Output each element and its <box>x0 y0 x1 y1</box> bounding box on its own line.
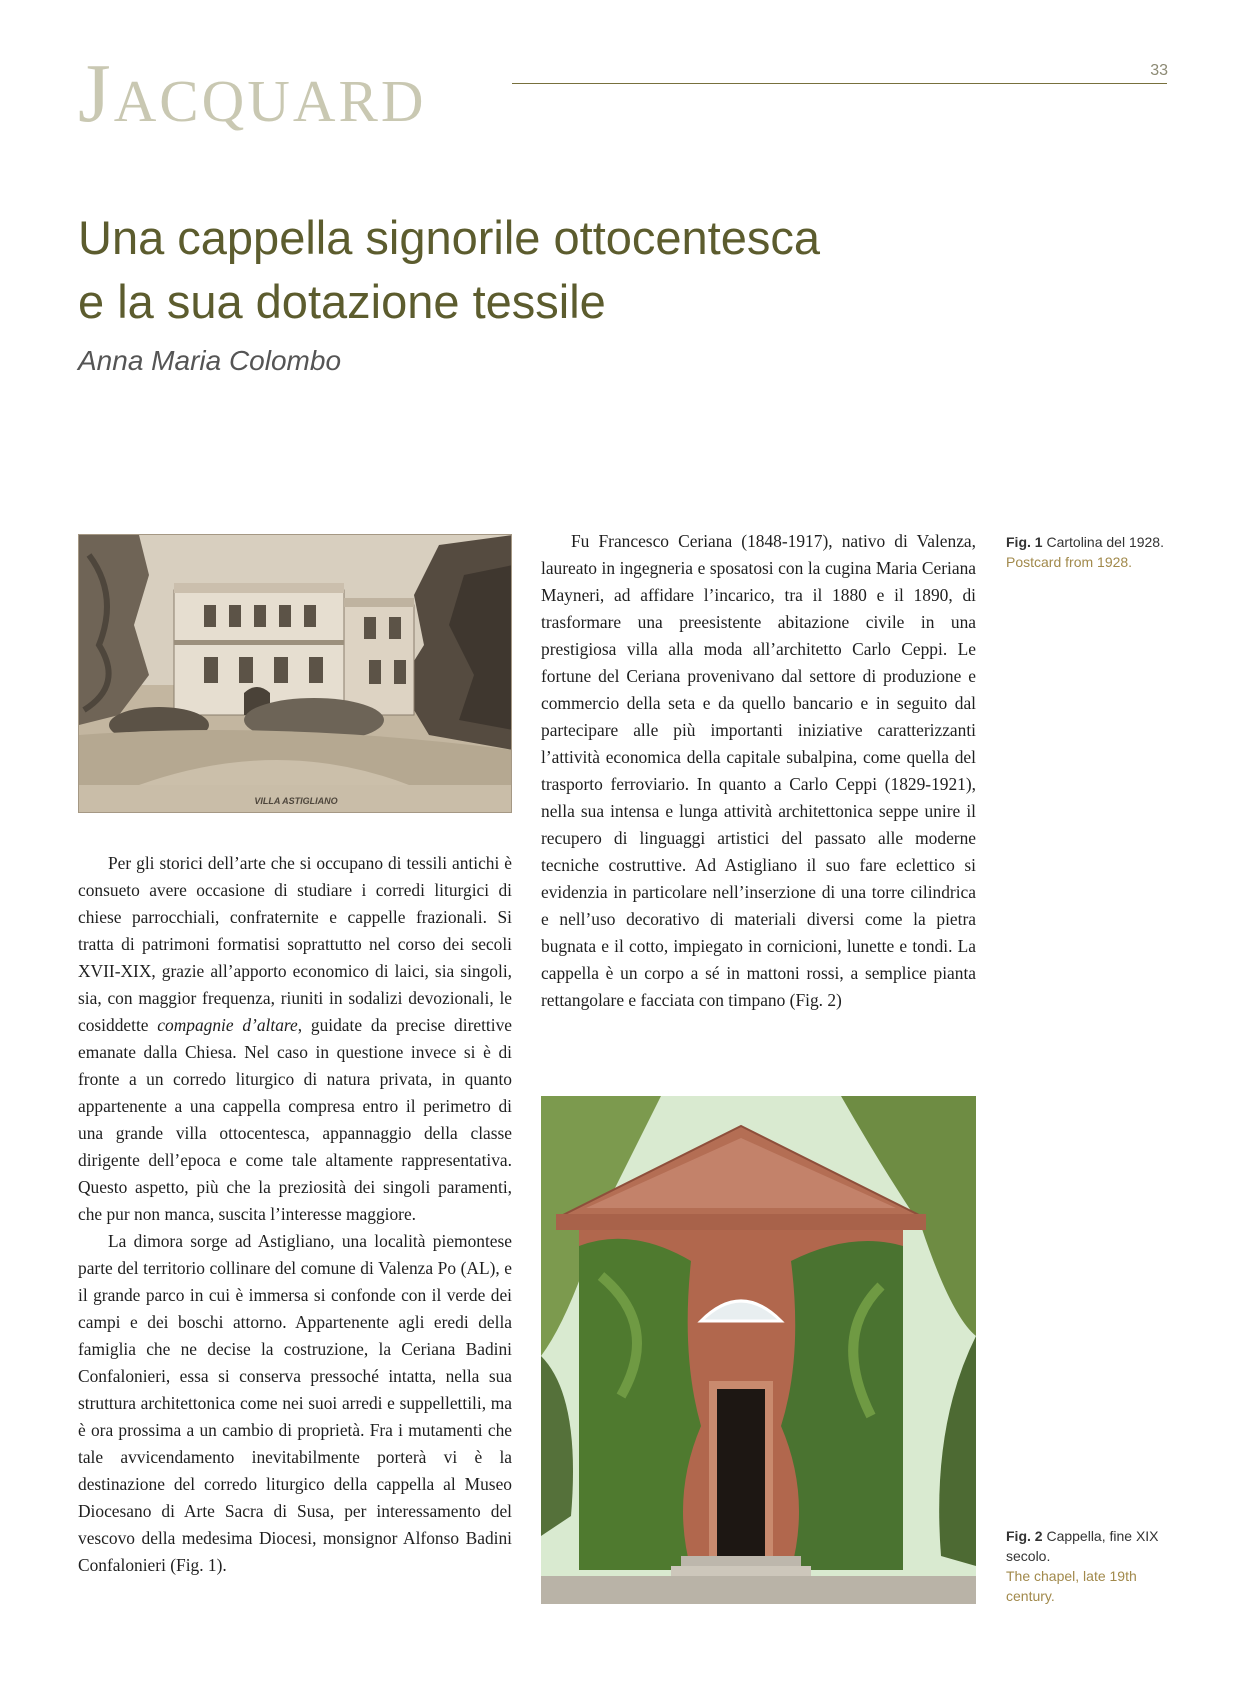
author-name: Anna Maria Colombo <box>78 345 342 376</box>
caption-fig-2 <box>1006 1526 1176 1606</box>
body-column-left <box>78 850 512 1579</box>
chapel-photo-illustration <box>541 1096 976 1604</box>
caption-fig-2-label: Fig. 2 <box>1006 1528 1043 1544</box>
figure-1-postcard <box>78 534 512 813</box>
caption-fig-1 <box>1006 532 1176 572</box>
postcard-label: VILLA ASTIGLIANO <box>254 796 338 806</box>
masthead-title: Jacquard <box>78 47 427 140</box>
paragraph-2: La dimora sorge ad Astigliano, una località piemontese parte del territorio collinare del comune di Valenza Po (AL), e il grande parco in cui è immersa si confonde con il verde dei campi e dei boschi attorno. Appartenente agli eredi della famiglia che ne decise la costruzione, la Ceriana Badini Confalonieri, essa si conserva pressoché intatta, nella sua struttura architettonica come nei suoi arredi e suppellettili, ma è ora prossima a un cambio di proprietà. Fra i mutamenti che tale avvicendamento inevitabilmente porterà vi è la destinazione del corredo liturgico della cappella al Museo Diocesano di Arte Sacra di Susa, per interessamento del vescovo della medesima Diocesi, monsignor Alfonso Badini Confalonieri (Fig. 1). <box>78 1231 512 1575</box>
title-line-2: e la sua dotazione tessile <box>78 275 606 328</box>
paragraph-1-part-a: Per gli storici dell’arte che si occupano di tessili antichi è consueto avere occasione di studiare i corredi liturgici di chiese parrocchiali, confraternite e cappelle frazionali. Si tratta di patrimoni formatisi soprattutto nel corso dei secoli XVII-XIX, grazie all’apporto economico di laici, sia singoli, sia, con maggior frequenza, riuniti in sodalizi devozionali, le cosiddette <box>78 853 512 1035</box>
body-column-right <box>541 528 976 1014</box>
caption-fig-1-label: Fig. 1 <box>1006 534 1043 550</box>
caption-fig-2-english: The chapel, late 19th century. <box>1006 1568 1137 1604</box>
title-line-1: Una cappella signorile ottocentesca <box>78 211 821 264</box>
paragraph-1-part-b: , guidate da precise direttive emanate dalla Chiesa. Nel caso in questione invece si è di fronte a un corredo liturgico di natura privata, in quanto appartenente a una cappella compresa entro il perimetro di una grande villa ottocentesca, appannaggio della classe dirigente dell’epoca e come tale altamente rappresentativa. Questo aspetto, più che la preziosità dei singoli paramenti, che pur non manca, suscita l’interesse maggiore. <box>78 1015 512 1224</box>
villa-postcard-illustration <box>79 535 512 813</box>
page-number: 33 <box>1150 62 1168 79</box>
caption-fig-2-italian: Cappella, fine XIX secolo. <box>1006 1528 1159 1564</box>
caption-fig-1-italian: Cartolina del 1928. <box>1046 534 1164 550</box>
paragraph-1-italic-term: compagnie d’altare <box>157 1015 298 1035</box>
paragraph-1 <box>78 850 512 1228</box>
header-rule <box>512 83 1167 84</box>
paragraph-3: Fu Francesco Ceriana (1848-1917), nativo di Valenza, laureato in ingegneria e sposatosi con la cugina Maria Ceriana Mayneri, ad affidare l’incarico, tra il 1880 e il 1890, di trasformare una preesistente abitazione civile in una prestigiosa villa alla moda all’architetto Carlo Ceppi. Le fortune del Ceriana provenivano dal settore di produzione e commercio della seta e da quello bancario e in seguito dal partecipare alle più importanti iniziative caratterizzanti l’attività economica della capitale subalpina, come quella del trasporto ferroviario. In quanto a Carlo Ceppi (1829-1921), nella sua intensa e lunga attività architettonica seppe unire il recupero di linguaggi artistici del passato alle moderne tecniche costruttive. Ad Astigliano il suo fare eclettico si evidenzia in particolare nell’inserzione di una torre cilindrica e nell’uso decorativo di materiali diversi come la pietra bugnata e il cotto, impiegato in cornicioni, lunette e tondi. La cappella è un corpo a sé in mattoni rossi, a semplice pianta rettangolare e facciata con timpano (Fig. 2) <box>541 531 976 1010</box>
article-title <box>78 206 1078 334</box>
caption-fig-1-english: Postcard from 1928. <box>1006 554 1133 570</box>
figure-2-chapel-photo <box>541 1096 976 1604</box>
